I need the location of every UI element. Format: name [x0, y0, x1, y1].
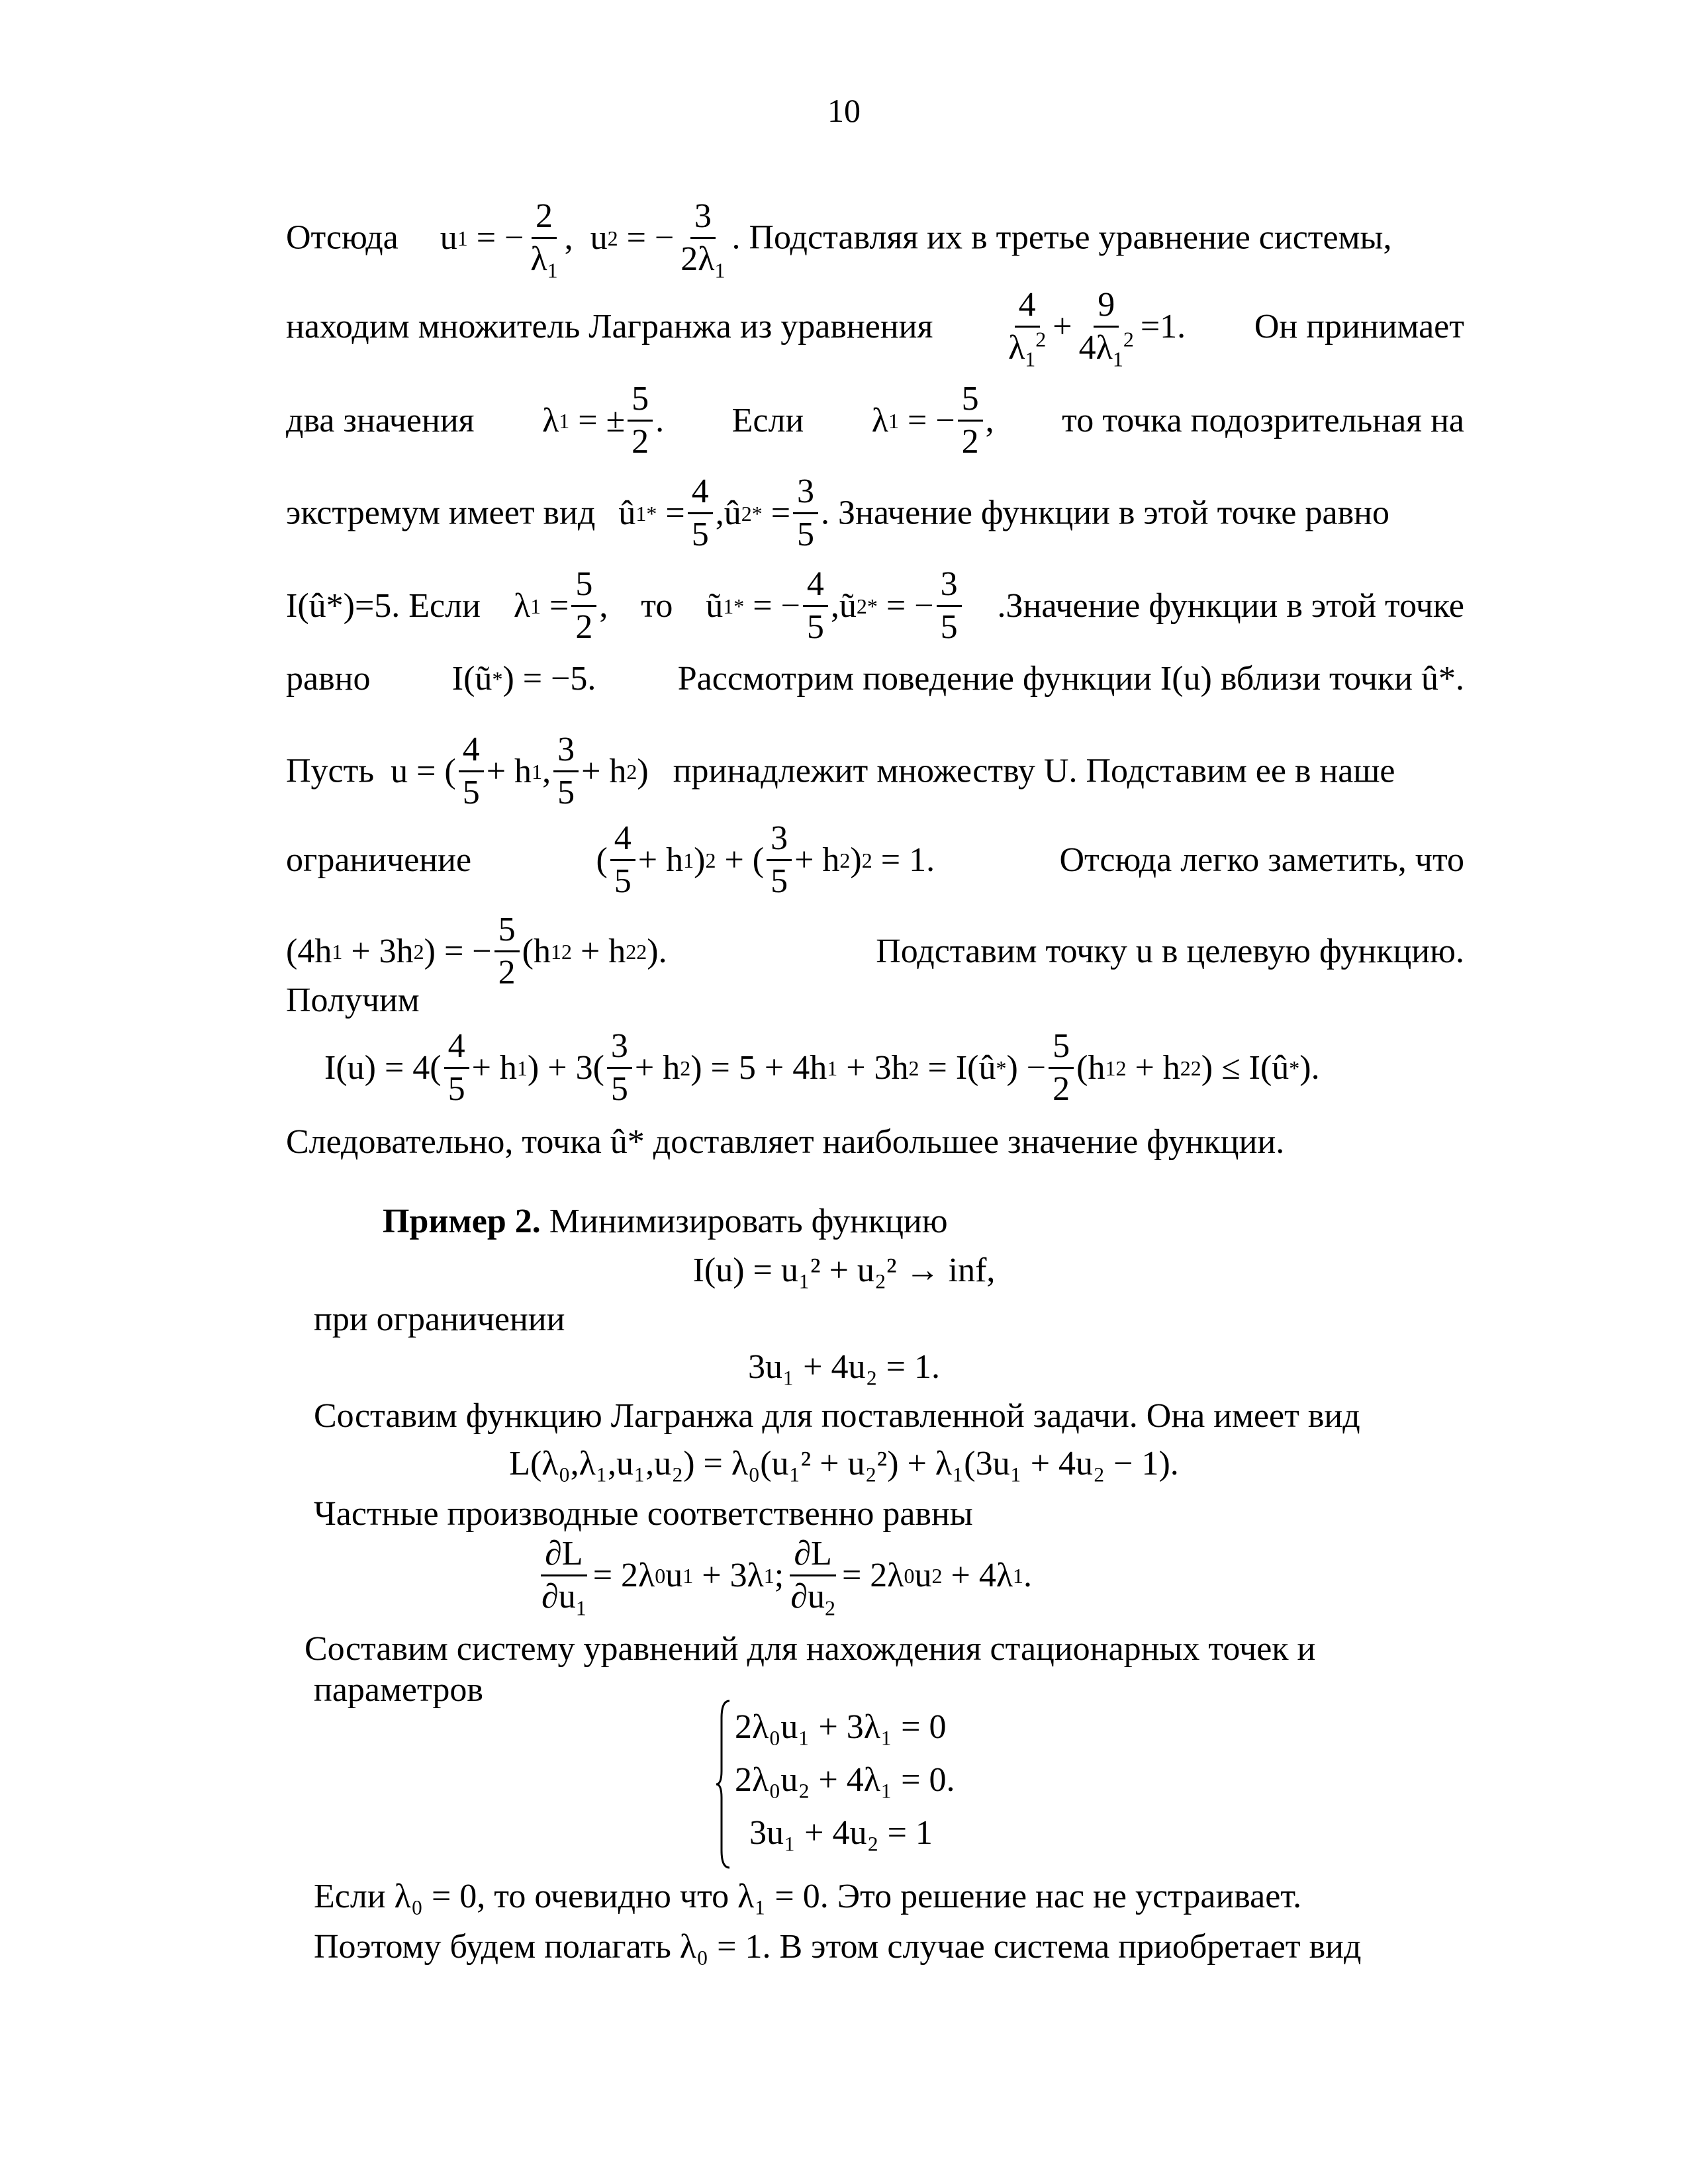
formula-constraint-sub: ( $\frac{4}{5}$ + h 1 ) 2 + ( $\frac{3}{5}$ + h 2 ) 2 = 1.: [596, 819, 935, 900]
text-fragment: Подставим точку u в целевую функцию.: [876, 932, 1464, 970]
text-fragment: экстремум имеет вид: [286, 494, 596, 532]
text-fragment: Пусть: [286, 752, 375, 790]
formula-u-tilde: ũ 1 * = − $\frac{4}{5}$ ,ũ 2 * = − $\frac{3}{5}$: [706, 564, 964, 648]
formula-h-relation: (4h 1 + 3h 2 ) = − $\frac{5}{2}$ (h 1 2 + h 2 2 ).: [286, 911, 667, 991]
formula-i-expansion: I(u) = 4( $\frac{4}{5}$ + h 1 ) + 3( $\frac{3}{5}$ + h 2 ) = 5 + 4h 1 + 3h 2 = I(û * ) − $\frac{5}{2}$ (h 1 2 + h 2 2 ) ≤ I(û * ).: [324, 1027, 1320, 1108]
formula-lambda-pm: λ 1 = ± $\frac{5}{2}$ .: [542, 380, 665, 461]
formula-objective: I(u) = u₁² + u₂² → inf,: [692, 1251, 996, 1289]
text-last-line: Поэтому будем полагать λ₀ = 1. В этом случае система приобретает вид: [314, 1928, 1362, 1966]
text-fragment: Он принимает: [1254, 307, 1464, 345]
text-line-2: [286, 285, 1464, 369]
text-line-8: [286, 818, 1464, 902]
example-title: Пример 2.: [383, 1203, 541, 1240]
formula-u-point: u = ( $\frac{4}{5}$ + h 1 , $\frac{3}{5}$ + h 2 ): [391, 731, 649, 811]
system-equation-3: 3u₁ + 4u₂ = 1: [749, 1814, 933, 1852]
text-line-12: Следовательно, точка û* доставляет наибольшее значение функции.: [286, 1123, 1285, 1161]
text-fragment: два значения: [286, 401, 475, 439]
formula-lagrange-function: L(λ₀,λ₁,u₁,u₂) = λ₀(u₁² + u₂²) + λ₁(3u₁ + 4u₂ − 1).: [509, 1445, 1179, 1482]
formula-u-hat: û 1 * = $\frac{4}{5}$ ,û 2 * = $\frac{3}{5}$: [618, 471, 821, 555]
text-fragment: .Значение функции в этой точке: [997, 586, 1464, 625]
page-number: 10: [827, 92, 861, 129]
text-fragment: . Значение функции в этой точке равно: [821, 494, 1389, 532]
text-line-10: Получим: [286, 981, 420, 1019]
formula-lambda-neg: λ 1 = − $\frac{5}{2}$ ,: [871, 380, 994, 461]
formula-partial-derivatives: $\frac{\partial L}{\partial u_1}$ = 2λ 0 u 1 + 3λ 1 ; $\frac{\partial L}{\partial u_2}$ = 2λ 0 u 2 + 4λ 1 .: [541, 1535, 1033, 1620]
formula-i-tilde: I(ũ * ) = −5.: [451, 660, 596, 698]
formula-lambda-pos: λ 1 = $\frac{5}{2}$ ,: [513, 565, 608, 646]
example-heading: [383, 1201, 948, 1243]
text-line-6: [286, 658, 1464, 700]
formula-lagrange-eq: $\frac{4}{\lambda_1^2}$ + $\frac{9}{4\lambda_1^2}$ =1.: [1008, 286, 1186, 371]
text-constraint-label: при ограничении: [314, 1300, 565, 1338]
text-fragment: Если: [731, 401, 804, 439]
text-partials-intro: Частные производные соответственно равны: [314, 1495, 973, 1533]
text-line-5: [286, 564, 1464, 648]
text-system-intro-1: Составим систему уравнений для нахождения стационарных точек и: [305, 1630, 1316, 1668]
system-brace: [715, 1698, 731, 1870]
text-line-4: [286, 471, 1464, 555]
text-if-lambda0: Если λ₀ = 0, то очевидно что λ₁ = 0. Это решение нас не устраивает.: [314, 1878, 1302, 1915]
text-fragment: . Подставляя их в третье уравнение системы,: [731, 218, 1392, 257]
example-text: Минимизировать функцию: [549, 1203, 948, 1240]
text-fragment: то: [641, 586, 673, 625]
text-fragment: равно: [286, 660, 371, 698]
text-line-1: [286, 196, 1464, 283]
text-fragment: находим множитель Лагранжа из уравнения: [286, 307, 933, 345]
text-line-3: [286, 379, 1464, 463]
text-fragment: I(û*)=5. Если: [286, 586, 481, 625]
text-fragment: Рассмотрим поведение функции I(u) вблизи точки û*.: [677, 660, 1464, 698]
text-fragment: Отсюда легко заметить, что: [1059, 841, 1464, 879]
text-line-7: [286, 729, 1464, 813]
formula-u1: u 1 = − $\frac{2}{\lambda_1}$ , u 2 = − $\frac{3}{2\lambda_1}$: [440, 197, 726, 283]
text-fragment: принадлежит множеству U. Подставим ее в наше: [673, 752, 1395, 790]
system-equation-1: 2λ₀u₁ + 3λ₁ = 0: [735, 1708, 947, 1746]
text-fragment: ограничение: [286, 841, 472, 879]
formula-constraint: 3u₁ + 4u₂ = 1.: [748, 1348, 940, 1386]
text-fragment: Отсюда: [286, 218, 399, 257]
text-system-intro-2: параметров: [314, 1671, 483, 1709]
text-line-9: [286, 909, 1464, 993]
system-equation-2: 2λ₀u₂ + 4λ₁ = 0.: [735, 1761, 955, 1799]
text-lagrange-intro: Составим функцию Лагранжа для поставленной задачи. Она имеет вид: [314, 1397, 1360, 1435]
text-fragment: то точка подозрительная на: [1062, 401, 1464, 439]
